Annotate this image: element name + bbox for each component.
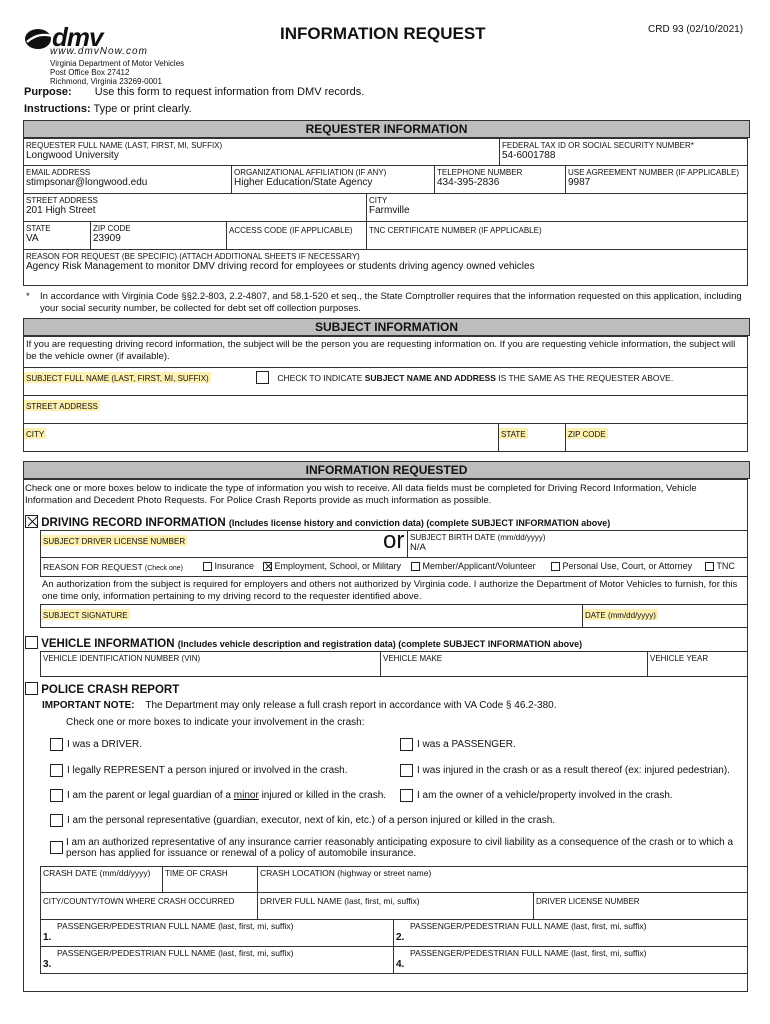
reason-insurance[interactable]: Insurance (203, 561, 254, 571)
important-note: IMPORTANT NOTE: The Department may only release a full crash report in accordance with VA Code § 46.2-380. (42, 700, 557, 711)
crash-driver-option[interactable]: I was a DRIVER. (50, 738, 142, 751)
crash-passenger-checkbox[interactable] (400, 738, 413, 751)
reason-tnc[interactable]: TNC (705, 561, 735, 571)
subject-signature-field[interactable]: SUBJECT SIGNATURE (40, 604, 583, 628)
form-number: CRD 93 (02/10/2021) (648, 24, 744, 35)
subject-intro: If you are requesting driving record information, the subject will be the person you are requesting information on. If you are requesting vehicle information, the subject will be the vehicle owner (if available). (23, 336, 748, 368)
crash-city-field[interactable]: CITY/COUNTY/TOWN WHERE CRASH OCCURRED (40, 892, 258, 920)
requester-name-field[interactable]: REQUESTER FULL NAME (LAST, FIRST, MI, SUFFIX) Longwood University (23, 138, 500, 166)
requester-heading: REQUESTER INFORMATION (23, 120, 750, 138)
vehicle-make-field[interactable]: VEHICLE MAKE (380, 651, 648, 677)
subject-zip-field[interactable]: ZIP CODE (565, 423, 748, 452)
street-field[interactable]: STREET ADDRESS 201 High Street (23, 193, 367, 222)
crash-insurance-rep-option[interactable]: I am an authorized representative of any insurance carrier reasonably anticipating exposure to civil liability as a consequence of the crash or to which a person has applied for issuance or renewal of a policy of automobile insurance. (50, 837, 740, 859)
crash-represent-checkbox[interactable] (50, 764, 63, 777)
email-field[interactable]: EMAIL ADDRESS stimpsonar@longwood.edu (23, 165, 232, 194)
driver-license-field[interactable]: SUBJECT DRIVER LICENSE NUMBER (43, 537, 186, 546)
subject-heading: SUBJECT INFORMATION (23, 318, 750, 336)
info-requested-intro: Check one or more boxes below to indicate the type of information you wish to receive. All data fields must be completed for Driving Record Information, Vehicle Information and Decedent Photo Requests. For Police Crash Reports provide as much information as possible. (25, 483, 697, 506)
birth-date-field[interactable]: SUBJECT BIRTH DATE (mm/dd/yyyy) N/A (407, 531, 748, 557)
tnc-certificate-field[interactable]: TNC CERTIFICATE NUMBER (IF APPLICABLE) (366, 221, 748, 250)
vehicle-year-field[interactable]: VEHICLE YEAR (647, 651, 748, 677)
crash-insurance-rep-checkbox[interactable] (50, 841, 63, 854)
crash-owner-option[interactable]: I am the owner of a vehicle/property involved in the crash. (400, 789, 673, 802)
reason-member-checkbox[interactable] (411, 562, 420, 571)
logo-text: dmv (52, 22, 103, 52)
telephone-field[interactable]: TELEPHONE NUMBER 434-395-2836 (434, 165, 566, 194)
passenger-1-field[interactable]: PASSENGER/PEDESTRIAN FULL NAME (last, first, mi, suffix) 1. (40, 919, 394, 947)
crash-time-field[interactable]: TIME OF CRASH (162, 866, 258, 893)
crash-personal-rep-option[interactable]: I am the personal representative (guardian, executor, next of kin, etc.) of a person injured or killed in the crash. (50, 814, 555, 827)
zip-field[interactable]: ZIP CODE 23909 (90, 221, 227, 250)
crash-represent-option[interactable]: I legally REPRESENT a person injured or involved in the crash. (50, 764, 348, 777)
or-separator: or (383, 527, 405, 554)
crash-personal-rep-checkbox[interactable] (50, 814, 63, 827)
crash-parent-option[interactable]: I am the parent or legal guardian of a minor injured or killed in the crash. (50, 789, 386, 802)
subject-name-field[interactable]: SUBJECT FULL NAME (LAST, FIRST, MI, SUFFIX) (26, 374, 209, 383)
purpose-line: Purpose: Use this form to request information from DMV records. (24, 86, 365, 98)
state-field[interactable]: STATE VA (23, 221, 91, 250)
comptroller-footnote: * In accordance with Virginia Code §§2.2-803, 2.2-4807, and 58.1-520 et seq., the State Comptroller requires that the information requested on this application, including your social security number, be collected for debt set off collection purposes. (26, 291, 742, 314)
crash-driver-name-field[interactable]: DRIVER FULL NAME (last, first, mi, suffix) (257, 892, 534, 920)
crash-parent-checkbox[interactable] (50, 789, 63, 802)
crash-injured-checkbox[interactable] (400, 764, 413, 777)
logo-address: Virginia Department of Motor Vehicles Post Office Box 27412 Richmond, Virginia 23269-0001 (50, 59, 185, 86)
crash-injured-option[interactable]: I was injured in the crash or as a result thereof (ex: injured pedestrian). (400, 764, 730, 777)
crash-passenger-option[interactable]: I was a PASSENGER. (400, 738, 516, 751)
access-code-field[interactable]: ACCESS CODE (IF APPLICABLE) (226, 221, 367, 250)
driving-record-checkbox[interactable] (25, 515, 38, 528)
signature-date-field[interactable]: DATE (mm/dd/yyyy) (582, 604, 748, 628)
driving-reason-row: REASON FOR REQUEST (Check one) Insurance Employment, School, or Military Member/Applicant/Volunteer Personal Use, Court, or Attorney TNC (40, 557, 748, 577)
passenger-4-field[interactable]: PASSENGER/PEDESTRIAN FULL NAME (last, first, mi, suffix) 4. (393, 946, 748, 974)
crash-date-field[interactable]: CRASH DATE (mm/dd/yyyy) (40, 866, 163, 893)
same-as-requester-checkbox[interactable] (256, 371, 269, 384)
subject-street-field[interactable]: STREET ADDRESS (23, 395, 748, 424)
reason-employment[interactable]: Employment, School, or Military (263, 561, 401, 571)
crash-report-option[interactable]: POLICE CRASH REPORT (25, 682, 179, 696)
use-agreement-field[interactable]: USE AGREEMENT NUMBER (IF APPLICABLE) 9987 (565, 165, 748, 194)
subject-state-field[interactable]: STATE (498, 423, 566, 452)
logo-url: www.dmvNow.com (50, 46, 148, 57)
form-title: INFORMATION REQUEST (280, 24, 486, 43)
reason-member[interactable]: Member/Applicant/Volunteer (411, 561, 536, 571)
passenger-3-field[interactable]: PASSENGER/PEDESTRIAN FULL NAME (last, first, mi, suffix) 3. (40, 946, 394, 974)
instructions-line: Instructions: Type or print clearly. (24, 103, 192, 115)
same-as-requester[interactable]: CHECK TO INDICATE SUBJECT NAME AND ADDRESS IS THE SAME AS THE REQUESTER ABOVE. (256, 371, 673, 384)
crash-owner-checkbox[interactable] (400, 789, 413, 802)
crash-driver-checkbox[interactable] (50, 738, 63, 751)
crash-location-field[interactable]: CRASH LOCATION (highway or street name) (257, 866, 748, 893)
crash-driver-license-field[interactable]: DRIVER LICENSE NUMBER (533, 892, 748, 920)
reason-personal[interactable]: Personal Use, Court, or Attorney (551, 561, 692, 571)
vehicle-info-checkbox[interactable] (25, 636, 38, 649)
org-affiliation-field[interactable]: ORGANIZATIONAL AFFILIATION (IF ANY) Higher Education/State Agency (231, 165, 435, 194)
reason-field[interactable]: REASON FOR REQUEST (BE SPECIFIC) (ATTACH ADDITIONAL SHEETS IF NECESSARY) Agency Risk Management to monitor DMV driving record for employees or students driving agency owned vehicles (23, 249, 748, 286)
subject-name-row (23, 367, 748, 396)
reason-employment-checkbox[interactable] (263, 562, 272, 571)
subject-city-field[interactable]: CITY (23, 423, 499, 452)
authorization-text: An authorization from the subject is required for employers and others not authorized by Virginia code. I authorize the Department of Motor Vehicles to furnish, for this one time only, information pertaining to my driving record to the requester identified above. (42, 579, 738, 602)
vehicle-info-option[interactable]: VEHICLE INFORMATION (Includes vehicle description and registration data) (complete SUBJECT INFORMATION above) (25, 636, 582, 650)
info-requested-heading: INFORMATION REQUESTED (23, 461, 750, 479)
tax-id-field[interactable]: FEDERAL TAX ID OR SOCIAL SECURITY NUMBER* 54-6001788 (499, 138, 748, 166)
passenger-2-field[interactable]: PASSENGER/PEDESTRIAN FULL NAME (last, first, mi, suffix) 2. (393, 919, 748, 947)
driving-license-row (40, 527, 748, 558)
vin-field[interactable]: VEHICLE IDENTIFICATION NUMBER (VIN) (40, 651, 381, 677)
reason-personal-checkbox[interactable] (551, 562, 560, 571)
driving-record-option[interactable]: DRIVING RECORD INFORMATION (Includes license history and conviction data) (complete SUBJECT INFORMATION above) (25, 515, 610, 529)
crash-report-checkbox[interactable] (25, 682, 38, 695)
crash-check-instructions: Check one or more boxes to indicate your involvement in the crash: (66, 717, 365, 728)
reason-insurance-checkbox[interactable] (203, 562, 212, 571)
city-field[interactable]: CITY Farmville (366, 193, 748, 222)
reason-tnc-checkbox[interactable] (705, 562, 714, 571)
